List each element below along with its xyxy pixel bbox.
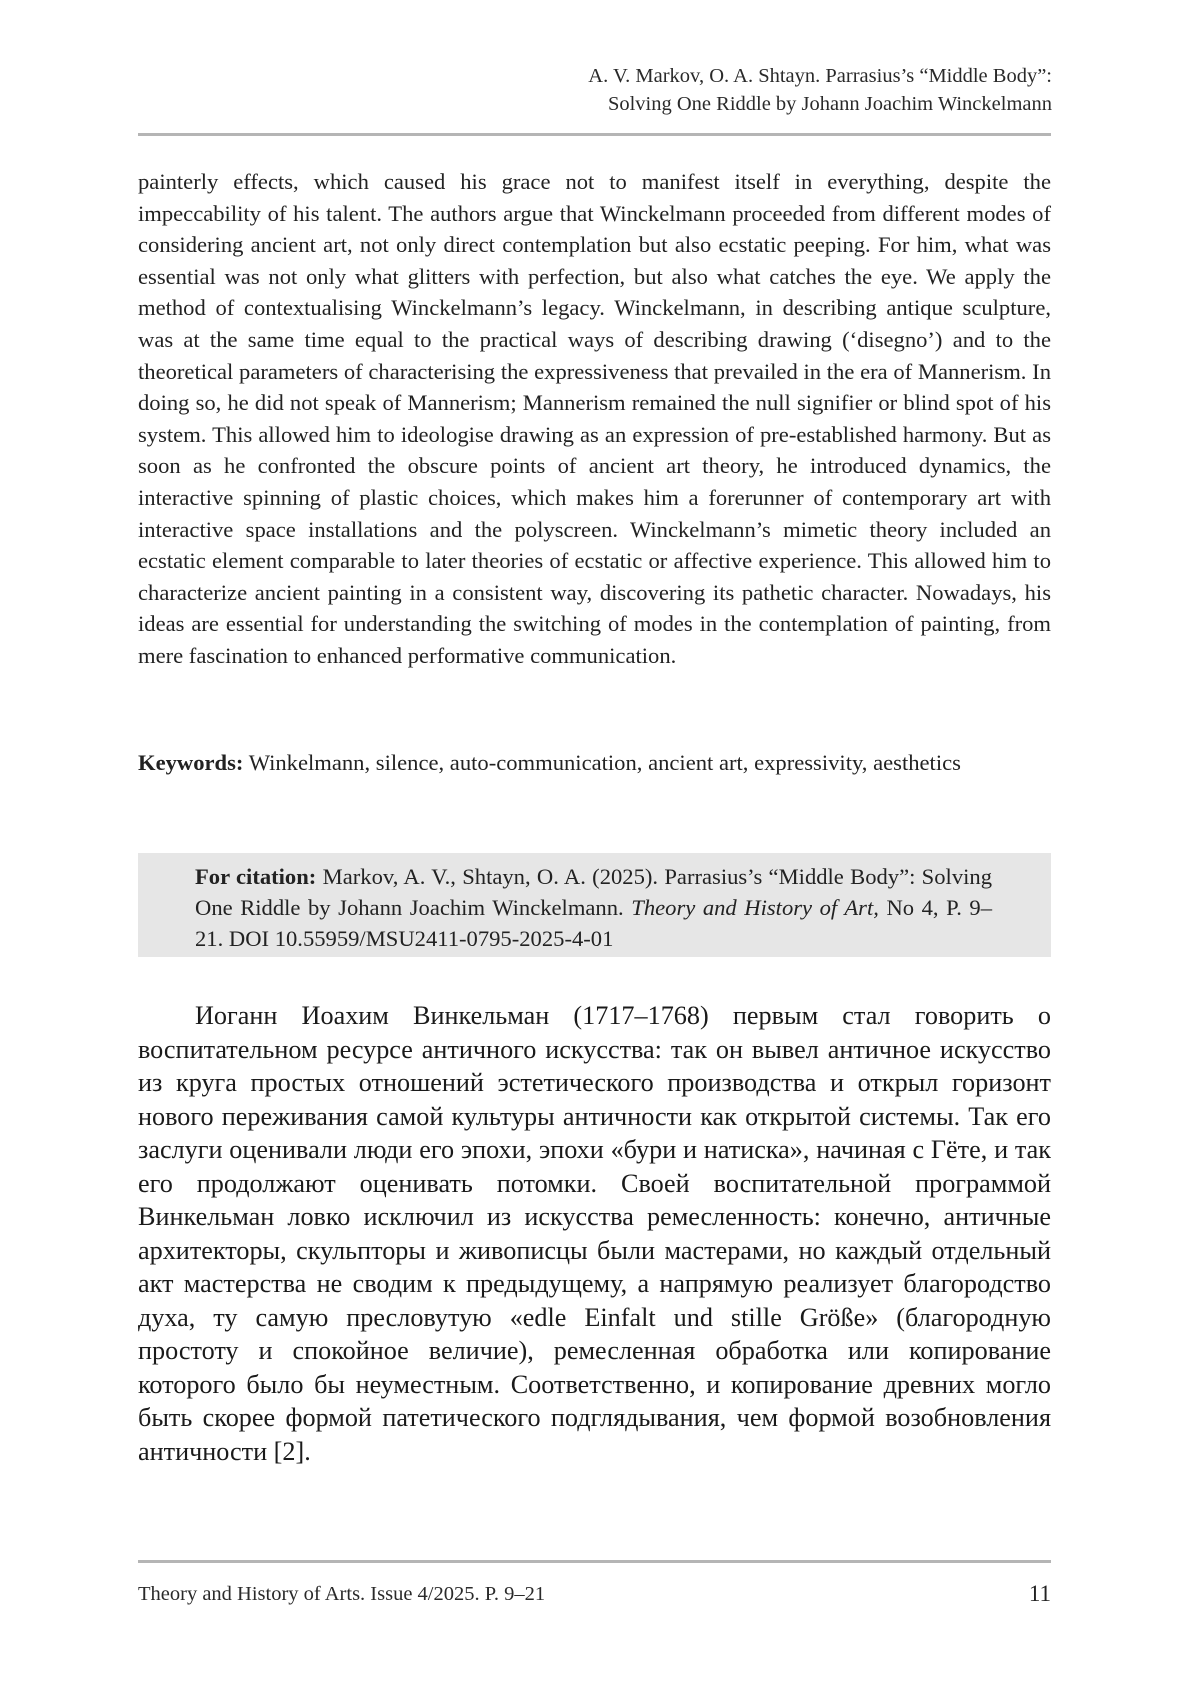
- running-header: [352, 62, 1052, 118]
- citation-details: No 4, P. 9–21. DOI 10.55959/MSU2411-0795-2025-4-01: [195, 895, 993, 952]
- abstract-text: painterly effects, which caused his grace not to manifest itself in everything, despite the impeccability of his talent. The authors argue that Winckelmann proceeded from different modes of considering ancient art, not only direct contemplation but also ecstatic peeping. For him, what was essential was not only what glitters with perfection, but also what catches the eye. We apply the method of contextualising Winckelmann’s legacy. Winckelmann, in describing antique sculpture, was at the same time equal to the practical ways of describing drawing (‘disegno’) and to the theoretical parameters of characterising the expressiveness that prevailed in the era of Mannerism. In doing so, he did not speak of Mannerism; Mannerism remained the null signifier or blind spot of his system. This allowed him to ideologise drawing as an expression of pre-established harmony. But as soon as he confronted the obscure points of ancient art theory, he introduced dynamics, the interactive spinning of plastic choices, which makes him a forerunner of contemporary art with interactive space installations and the polyscreen. Winckelmann’s mimetic theory included an ecstatic element comparable to later theories of ecstatic or affective experience. This allowed him to characterize ancient painting in a consistent way, discovering its pathetic character. Nowadays, his ideas are essential for understanding the switching of modes in the contemplation of painting, from mere fascination to enhanced performative communication.: [138, 169, 1051, 668]
- header-divider: [138, 133, 1051, 136]
- footer-journal-issue: Theory and History of Arts. Issue 4/2025. P. 9–21: [138, 1583, 546, 1605]
- citation-journal: Theory and History of Art,: [631, 895, 879, 921]
- citation-text: [195, 861, 992, 955]
- keywords: [138, 747, 1051, 779]
- page-number: 11: [1028, 1581, 1051, 1606]
- citation-box: [138, 853, 1051, 957]
- citation-label: For citation:: [195, 864, 317, 889]
- running-header-line-1: A. V. Markov, O. A. Shtayn. Parrasius’s “Middle Body”:: [588, 65, 1052, 87]
- footer-divider: [138, 1560, 1051, 1563]
- running-header-line-2: Solving One Riddle by Johann Joachim Winckelmann: [607, 93, 1052, 115]
- body-paragraph: Иоганн Иоахим Винкельман (1717–1768) первым стал говорить о воспитательном ресурсе античного искусства: так он вывел античное искусство из круга простых отношений эстетического производства и открыл горизонт нового переживания самой культуры античности как открытой системы. Так его заслуги оценивали люди его эпохи, эпохи «бури и натиска», начиная с Гёте, и так его продолжают оценивать потомки. Своей воспитательной программой Винкельман ловко исключил из искусства ремесленность: конечно, античные архитекторы, скульпторы и живописцы были мастерами, но каждый отдельный акт мастерства не сводим к предыдущему, а напрямую реализует благородство духа, ту самую пресловутую «edle Einfalt und stille Größe» (благородную простоту и спокойное величие), ремесленная обработка или копирование которого было бы неуместным. Соответственно, и копирование древних могло быть скорее формой патетического подглядывания, чем формой возобновления античности [2].: [138, 1001, 1051, 1466]
- keywords-label: Keywords:: [138, 750, 244, 775]
- citation-authors: Markov, A. V., Shtayn, O. A. (2025). Parrasius’s “Middle Body”: Solving One Riddle by Johann Joachim Winckelmann.: [195, 864, 992, 921]
- keywords-list: Winkelmann, silence, auto-communication, ancient art, expressivity, aesthetics: [248, 750, 961, 775]
